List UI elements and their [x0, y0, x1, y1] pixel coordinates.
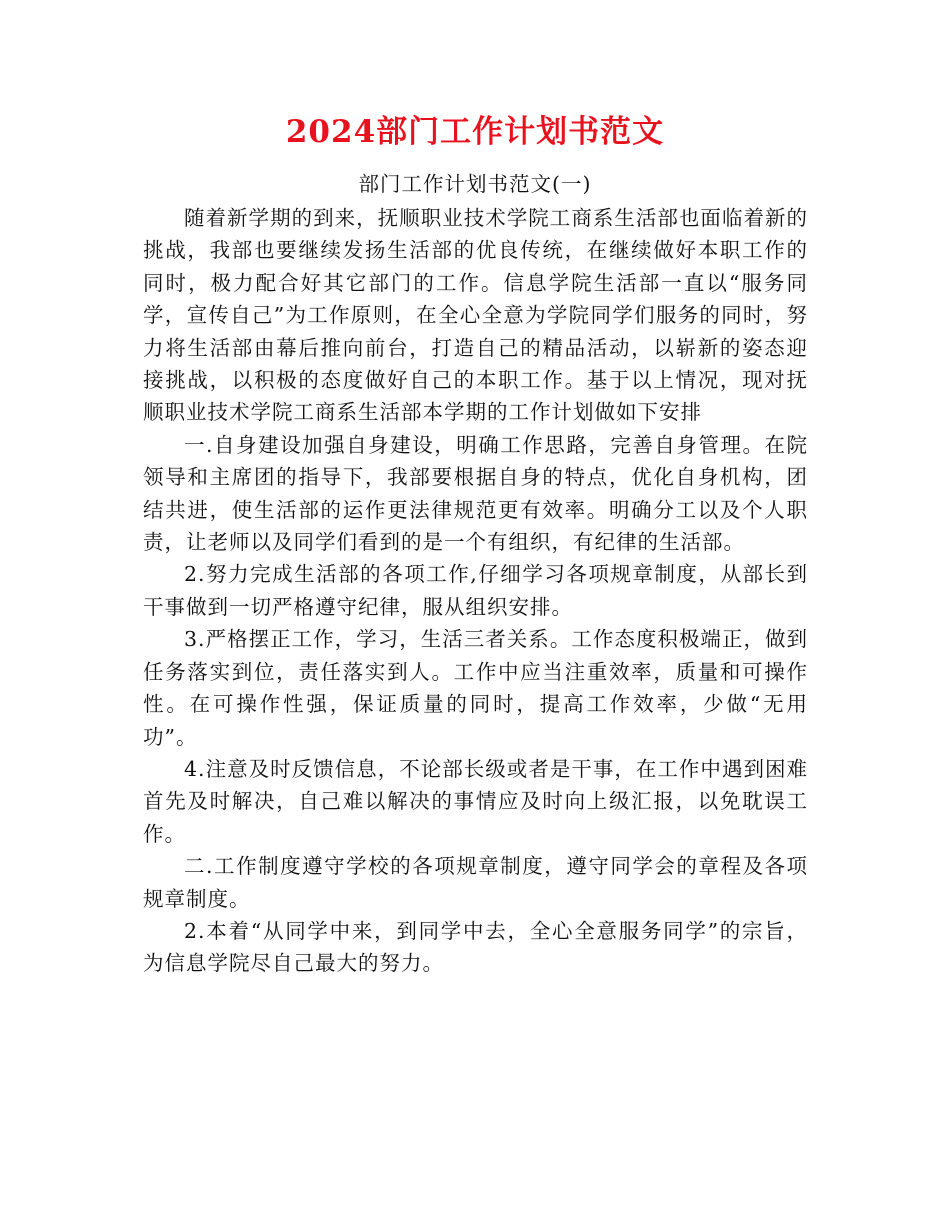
- document-body: [143, 202, 808, 980]
- paragraph-section-2: 二.工作制度遵守学校的各项规章制度，遵守同学会的章程及各项规章制度。: [143, 854, 808, 911]
- paragraph-section-2-item-2: 2.本着“从同学中来，到同学中去，全心全意服务同学”的宗旨，为信息学院尽自己最大的努力。: [143, 918, 808, 976]
- document-title: 2024部门工作计划书范文: [285, 114, 665, 150]
- paragraph-item-3: 3.严格摆正工作，学习，生活三者关系。工作态度积极端正，做到任务落实到位，责任落实到人。工作中应当注重效率，质量和可操作性。在可操作性强，保证质量的同时，提高工作效率，少做“无用功”。: [143, 627, 808, 749]
- paragraph-item-4: 4.注意及时反馈信息，不论部长级或者是干事，在工作中遇到困难首先及时解决，自己难以解决的事情应及时向上级汇报，以免耽误工作。: [143, 756, 808, 846]
- paragraph-intro: 随着新学期的到来，抚顺职业技术学院工商系生活部也面临着新的挑战，我部也要继续发扬生活部的优良传统，在继续做好本职工作的同时，极力配合好其它部门的工作。信息学院生活部一直以“服务同学，宣传自己”为工作原则，在全心全意为学院同学们服务的同时，努力将生活部由幕后推向前台，打造自己的精品活动，以崭新的姿态迎接挑战，以积极的态度做好自己的本职工作。基于以上情况，现对抚顺职业技术学院工商系生活部本学期的工作计划做如下安排: [143, 206, 808, 425]
- paragraph-item-2: 2.努力完成生活部的各项工作,仔细学习各项规章制度，从部长到干事做到一切严格遵守纪律，服从组织安排。: [143, 562, 808, 619]
- paragraph-section-1: 一.自身建设加强自身建设，明确工作思路，完善自身管理。在院领导和主席团的指导下，我部要根据自身的特点，优化自身机构，团结共进，使生活部的运作更法律规范更有效率。明确分工以及个人职责，让老师以及同学们看到的是一个有组织，有纪律的生活部。: [143, 432, 808, 555]
- document-subtitle: 部门工作计划书范文(一): [358, 172, 592, 196]
